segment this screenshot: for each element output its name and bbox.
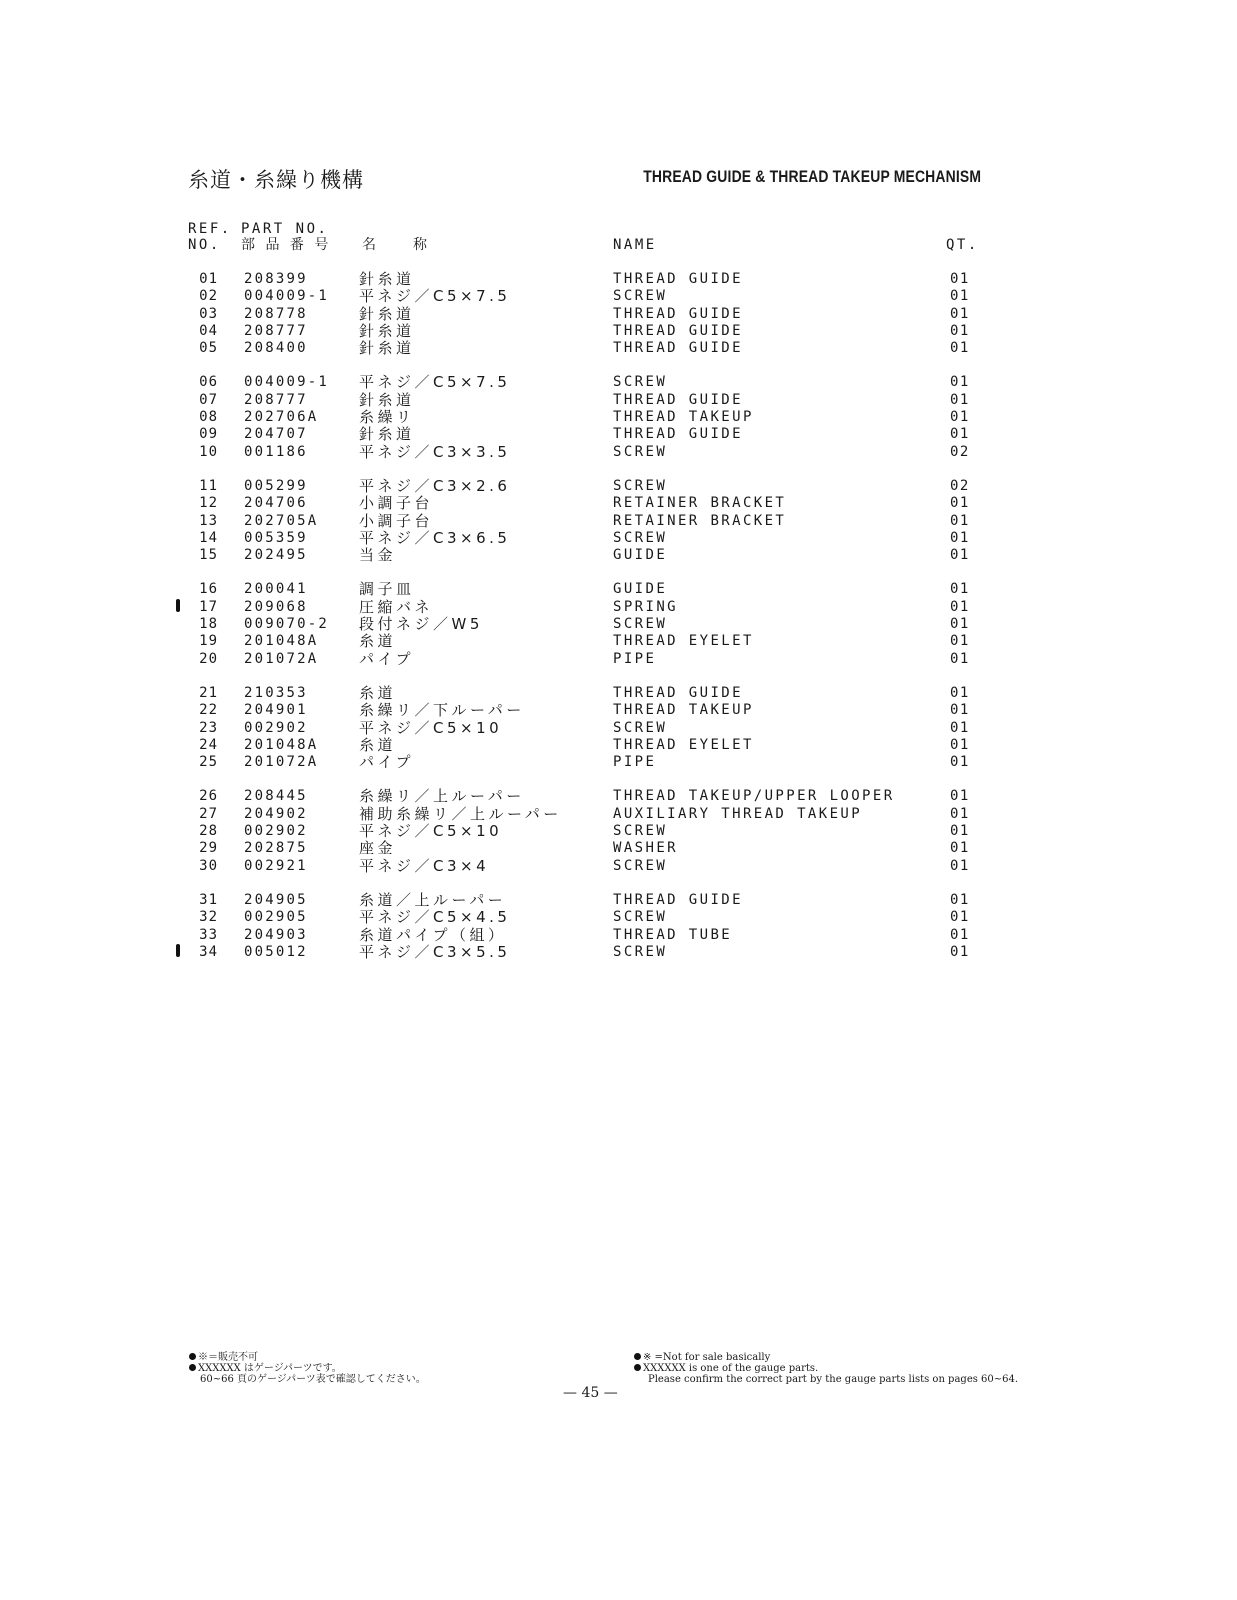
part-number-cell: 208400 [244,340,308,357]
jp-name-cell: 平ネジ／C5×7.5 [359,287,511,306]
qty-cell: 01 [950,374,970,391]
ref-cell: 18 [199,616,218,633]
jp-name-cell: 針糸道 [359,321,415,340]
footer-en-line2: XXXXXX is one of the gauge parts. [634,1363,1018,1374]
qty-cell: 01 [950,909,970,926]
name-cell: THREAD GUIDE [613,271,743,287]
name-cell: SCREW [613,374,668,391]
ref-cell: 26 [199,788,218,805]
table-row [0,495,1237,512]
bullet-icon [189,1353,196,1360]
part-number-cell: 009070-2 [244,616,330,633]
table-row [0,530,1237,547]
table-row [0,444,1237,461]
part-number-cell: 005012 [244,943,308,960]
qty-cell: 01 [950,926,970,943]
jp-name-cell: 平ネジ／C5×4.5 [359,908,511,927]
qty-cell: 01 [950,271,970,287]
name-cell: THREAD GUIDE [613,891,743,908]
page-number: — 45 — [563,1385,618,1401]
part-number-cell: 202705A [244,512,319,529]
part-number-cell: 209068 [244,598,308,615]
column-header-ref-line1: REF. [188,221,232,237]
part-number-cell: 208778 [244,305,308,322]
table-row [0,633,1237,650]
table-row [0,892,1237,909]
part-number-cell: 201048A [244,633,319,650]
part-number-cell: 200041 [244,581,308,598]
ref-cell: 03 [199,305,218,322]
bullet-icon [634,1353,641,1360]
name-cell: SCREW [613,719,668,736]
qty-cell: 01 [950,650,970,667]
table-row [0,858,1237,875]
name-cell: WASHER [613,840,678,857]
jp-name-cell: 平ネジ／C5×10 [359,718,503,737]
part-number-cell: 002902 [244,823,308,840]
footer-jp-line2: XXXXXX はゲージパーツです。 [189,1363,426,1374]
part-number-cell: 208399 [244,271,308,287]
part-number-cell: 201072A [244,650,319,667]
name-cell: RETAINER BRACKET [613,495,787,512]
ref-cell: 24 [199,736,218,753]
part-number-cell: 208777 [244,391,308,408]
qty-cell: 01 [950,719,970,736]
name-cell: SCREW [613,943,668,960]
part-number-cell: 202495 [244,547,308,564]
qty-cell: 02 [950,477,970,494]
qty-cell: 01 [950,702,970,719]
name-cell: THREAD TUBE [613,926,733,943]
column-header-part [241,221,331,253]
jp-name-cell: 圧縮バネ [359,597,434,616]
jp-name-cell: 平ネジ／C3×4 [359,856,490,875]
jp-name-cell: 平ネジ／C5×7.5 [359,373,511,392]
jp-name-cell: 平ネジ／C5×10 [359,822,503,841]
footer-notes-en [634,1352,1018,1385]
table-row [0,788,1237,805]
column-header-jp-name: 名 称 [362,237,430,253]
qty-cell: 01 [950,736,970,753]
ref-cell: 22 [199,702,218,719]
part-number-cell: 005359 [244,529,308,546]
jp-name-cell: 針糸道 [359,339,415,358]
qty-cell: 01 [950,840,970,857]
ref-cell: 33 [199,926,218,943]
ref-cell: 23 [199,719,218,736]
name-cell: GUIDE [613,547,668,564]
ref-cell: 28 [199,823,218,840]
name-cell: SCREW [613,616,668,633]
ref-cell: 16 [199,581,218,598]
table-row [0,547,1237,564]
name-cell: SCREW [613,288,668,305]
jp-name-cell: 当金 [359,546,397,565]
table-row [0,737,1237,754]
table-row [0,426,1237,443]
table-row [0,374,1237,391]
table-row [0,581,1237,598]
table-row [0,288,1237,305]
qty-cell: 01 [950,857,970,874]
table-row [0,823,1237,840]
footer-jp-line1: ※＝販売不可 [189,1352,426,1363]
jp-name-cell: 針糸道 [359,304,415,323]
name-cell: THREAD EYELET [613,633,754,650]
qty-cell: 01 [950,495,970,512]
ref-cell: 08 [199,409,218,426]
ref-cell: 14 [199,529,218,546]
jp-name-cell: 糸繰リ [359,408,415,427]
ref-cell: 15 [199,547,218,564]
part-number-cell: 001186 [244,443,308,460]
qty-cell: 01 [950,322,970,339]
table-row [0,599,1237,616]
name-cell: SCREW [613,477,668,494]
table-row [0,909,1237,926]
part-number-cell: 005299 [244,477,308,494]
table-row [0,513,1237,530]
qty-cell: 01 [950,529,970,546]
ref-cell: 11 [199,477,218,494]
name-cell: SCREW [613,909,668,926]
jp-name-cell: 糸道 [359,683,397,702]
page-title-en: THREAD GUIDE & THREAD TAKEUP MECHANISM [643,167,981,186]
part-number-cell: 201072A [244,754,319,771]
name-cell: SCREW [613,857,668,874]
table-row [0,271,1237,288]
jp-name-cell: 平ネジ／C3×5.5 [359,942,511,961]
part-number-cell: 204706 [244,495,308,512]
table-row [0,702,1237,719]
name-cell: THREAD GUIDE [613,426,743,443]
jp-name-cell: 小調子台 [359,511,434,530]
footer-en-line3: Please confirm the correct part by the gauge parts lists on pages 60~64. [648,1374,1019,1385]
part-number-cell: 202706A [244,409,319,426]
jp-name-cell: 調子皿 [359,580,415,599]
ref-cell: 25 [199,754,218,771]
jp-name-cell: 小調子台 [359,494,434,513]
qty-cell: 01 [950,581,970,598]
qty-cell: 01 [950,391,970,408]
ref-cell: 12 [199,495,218,512]
column-header-ref [188,221,232,253]
table-row [0,392,1237,409]
name-cell: THREAD GUIDE [613,391,743,408]
table-row [0,840,1237,857]
ref-cell: 05 [199,340,218,357]
part-number-cell: 202875 [244,840,308,857]
footer-jp-line3: 60~66 頁のゲージパーツ表で確認してください。 [200,1374,426,1385]
part-number-cell: 204901 [244,702,308,719]
parts-group [0,581,1237,667]
qty-cell: 01 [950,788,970,805]
qty-cell: 01 [950,891,970,908]
jp-name-cell: 平ネジ／C3×6.5 [359,528,511,547]
part-number-cell: 002905 [244,909,308,926]
part-number-cell: 204903 [244,926,308,943]
name-cell: AUXILIARY THREAD TAKEUP [613,805,863,822]
bullet-icon [189,1364,196,1371]
name-cell: THREAD GUIDE [613,322,743,339]
ref-cell: 32 [199,909,218,926]
ref-cell: 02 [199,288,218,305]
parts-group [0,788,1237,874]
jp-name-cell: 座金 [359,839,397,858]
qty-cell: 01 [950,823,970,840]
name-cell: SCREW [613,529,668,546]
part-number-cell: 208445 [244,788,308,805]
ref-cell: 04 [199,322,218,339]
name-cell: THREAD EYELET [613,736,754,753]
jp-name-cell: パイプ [359,649,415,668]
part-number-cell: 208777 [244,322,308,339]
name-cell: SCREW [613,823,668,840]
jp-name-cell: 糸道／上ルーパー [359,890,507,909]
ref-cell: 19 [199,633,218,650]
column-header-name: NAME [613,237,657,253]
ref-cell: 13 [199,512,218,529]
revision-mark-icon [176,944,180,957]
ref-cell: 17 [199,598,218,615]
qty-cell: 01 [950,633,970,650]
table-row [0,323,1237,340]
jp-name-cell: パイプ [359,753,415,772]
part-number-cell: 204707 [244,426,308,443]
parts-group [0,271,1237,357]
qty-cell: 01 [950,547,970,564]
column-header-part-line2: 部 品 番 号 [241,237,332,253]
ref-cell: 30 [199,857,218,874]
table-row [0,754,1237,771]
jp-name-cell: 針糸道 [359,425,415,444]
parts-group [0,685,1237,771]
part-number-cell: 210353 [244,684,308,701]
table-row [0,306,1237,323]
part-number-cell: 002902 [244,719,308,736]
footer-en-line1: ※ =Not for sale basically [634,1352,1018,1363]
jp-name-cell: 針糸道 [359,390,415,409]
name-cell: THREAD GUIDE [613,684,743,701]
jp-name-cell: 平ネジ／C3×2.6 [359,476,511,495]
qty-cell: 01 [950,684,970,701]
table-row [0,616,1237,633]
ref-cell: 27 [199,805,218,822]
jp-name-cell: 段付ネジ／W5 [359,615,483,634]
jp-name-cell: 糸繰リ／下ルーパー [359,701,525,720]
column-header-qty: QT. [946,237,979,253]
jp-name-cell: 糸繰リ／上ルーパー [359,787,525,806]
name-cell: THREAD GUIDE [613,305,743,322]
qty-cell: 01 [950,616,970,633]
ref-cell: 10 [199,443,218,460]
ref-cell: 21 [199,684,218,701]
ref-cell: 31 [199,891,218,908]
ref-cell: 09 [199,426,218,443]
column-header-part-line1: PART NO. [241,221,329,237]
name-cell: GUIDE [613,581,668,598]
jp-name-cell: 糸道パイプ（組） [359,925,507,944]
parts-table [0,271,1237,978]
parts-group [0,478,1237,564]
part-number-cell: 002921 [244,857,308,874]
jp-name-cell: 糸道 [359,632,397,651]
name-cell: THREAD TAKEUP/UPPER LOOPER [613,788,895,805]
part-number-cell: 201048A [244,736,319,753]
parts-group [0,892,1237,961]
bullet-icon [634,1364,641,1371]
ref-cell: 01 [199,271,218,287]
name-cell: THREAD TAKEUP [613,702,754,719]
ref-cell: 34 [199,943,218,960]
parts-group [0,374,1237,460]
page-title-jp: 糸道・糸繰り機構 [188,168,364,192]
table-row [0,806,1237,823]
table-row [0,685,1237,702]
qty-cell: 01 [950,805,970,822]
table-row [0,478,1237,495]
table-row [0,720,1237,737]
ref-cell: 20 [199,650,218,667]
name-cell: RETAINER BRACKET [613,512,787,529]
qty-cell: 01 [950,754,970,771]
name-cell: SPRING [613,598,678,615]
part-number-cell: 204905 [244,891,308,908]
table-row [0,651,1237,668]
revision-mark-icon [176,599,180,612]
jp-name-cell: 糸道 [359,735,397,754]
name-cell: SCREW [613,443,668,460]
jp-name-cell: 針糸道 [359,270,415,288]
ref-cell: 07 [199,391,218,408]
name-cell: PIPE [613,650,657,667]
column-header-ref-line2: NO. [188,237,221,253]
part-number-cell: 204902 [244,805,308,822]
qty-cell: 02 [950,443,970,460]
qty-cell: 01 [950,305,970,322]
table-row [0,927,1237,944]
qty-cell: 01 [950,426,970,443]
qty-cell: 01 [950,409,970,426]
name-cell: THREAD GUIDE [613,340,743,357]
ref-cell: 06 [199,374,218,391]
table-row [0,409,1237,426]
table-row [0,944,1237,961]
qty-cell: 01 [950,340,970,357]
table-row [0,340,1237,357]
name-cell: THREAD TAKEUP [613,409,754,426]
ref-cell: 29 [199,840,218,857]
qty-cell: 01 [950,288,970,305]
part-number-cell: 004009-1 [244,288,330,305]
qty-cell: 01 [950,598,970,615]
qty-cell: 01 [950,943,970,960]
jp-name-cell: 平ネジ／C3×3.5 [359,442,511,461]
part-number-cell: 004009-1 [244,374,330,391]
jp-name-cell: 補助糸繰リ／上ルーパー [359,804,562,823]
footer-notes-jp [189,1352,426,1385]
name-cell: PIPE [613,754,657,771]
qty-cell: 01 [950,512,970,529]
